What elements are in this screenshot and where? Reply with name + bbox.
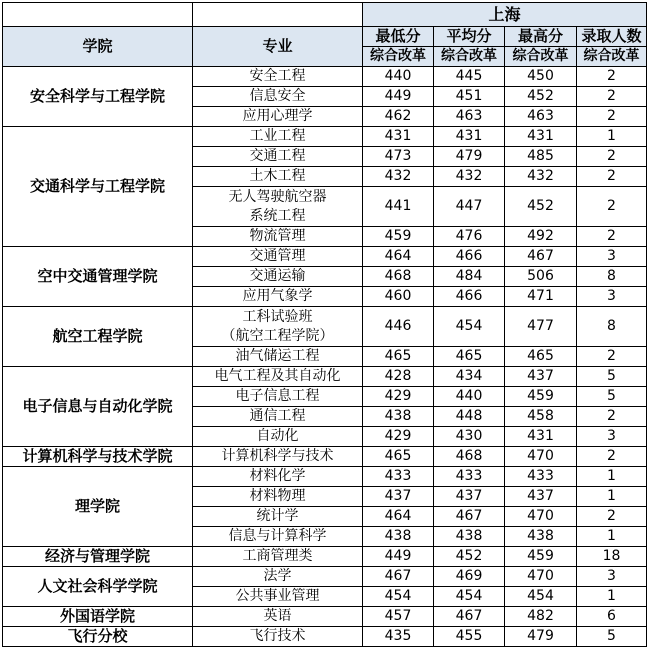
min-score: 446 [363,307,434,347]
avg-score: 437 [434,487,505,507]
min-score: 438 [363,407,434,427]
major-name: 工商管理类 [193,547,363,567]
max-score: 437 [505,367,577,387]
major-name: 交通管理 [193,247,363,267]
major-name: 工业工程 [193,127,363,147]
major-name: 法学 [193,567,363,587]
min-score: 465 [363,447,434,467]
table-row [3,307,647,347]
admit-count: 2 [577,67,647,87]
admit-count: 3 [577,427,647,447]
avg-score: 465 [434,347,505,367]
major-name-line: 无人驾驶航空器 [228,188,327,205]
major-name: 材料物理 [193,487,363,507]
max-score: 470 [505,447,577,467]
max-score: 459 [505,547,577,567]
min-score: 432 [363,167,434,187]
max-score: 431 [505,427,577,447]
table-row [3,127,647,147]
major-name: 土木工程 [193,167,363,187]
header-blank [3,3,193,27]
major-name: 材料化学 [193,467,363,487]
college-name: 外国语学院 [3,607,193,627]
avg-score: 447 [434,187,505,227]
admit-count: 2 [577,107,647,127]
min-score: 473 [363,147,434,167]
avg-score: 445 [434,67,505,87]
college-name: 航空工程学院 [3,307,193,367]
college-name: 理学院 [3,467,193,547]
avg-score: 454 [434,307,505,347]
avg-score: 467 [434,507,505,527]
header-blank [193,3,363,27]
max-score: 470 [505,507,577,527]
avg-score: 479 [434,147,505,167]
max-score: 506 [505,267,577,287]
avg-score: 438 [434,527,505,547]
max-score: 492 [505,227,577,247]
major-name [193,307,363,347]
admit-count: 1 [577,587,647,607]
min-score: 431 [363,127,434,147]
col-major: 专业 [193,27,363,67]
max-score: 432 [505,167,577,187]
table-row [3,467,647,487]
table-body [3,67,647,647]
major-name: 信息与计算科学 [193,527,363,547]
admit-count: 6 [577,607,647,627]
avg-score: 432 [434,167,505,187]
college-name: 经济与管理学院 [3,547,193,567]
min-score: 459 [363,227,434,247]
min-score: 435 [363,627,434,647]
min-score: 440 [363,67,434,87]
avg-score: 455 [434,627,505,647]
max-score: 431 [505,127,577,147]
min-score: 460 [363,287,434,307]
college-name: 计算机科学与技术学院 [3,447,193,467]
avg-score: 454 [434,587,505,607]
admit-count: 3 [577,287,647,307]
table-row [3,67,647,87]
max-score: 452 [505,87,577,107]
admit-count: 1 [577,527,647,547]
col-avg-score: 平均分 [434,27,505,47]
max-score: 467 [505,247,577,267]
major-name: 通信工程 [193,407,363,427]
min-score: 462 [363,107,434,127]
sub-header: 综合改革 [363,47,434,67]
col-college: 学院 [3,27,193,67]
table-row [3,367,647,387]
admit-count: 2 [577,347,647,367]
avg-score: 468 [434,447,505,467]
major-name: 油气储运工程 [193,347,363,367]
avg-score: 467 [434,607,505,627]
admit-count: 1 [577,467,647,487]
major-name: 物流管理 [193,227,363,247]
admit-count: 1 [577,127,647,147]
avg-score: 440 [434,387,505,407]
college-name: 空中交通管理学院 [3,247,193,307]
college-name: 电子信息与自动化学院 [3,367,193,447]
min-score: 438 [363,527,434,547]
avg-score: 431 [434,127,505,147]
major-name: 应用气象学 [193,287,363,307]
min-score: 457 [363,607,434,627]
avg-score: 451 [434,87,505,107]
max-score: 479 [505,627,577,647]
admit-count: 8 [577,267,647,287]
min-score: 464 [363,247,434,267]
avg-score: 434 [434,367,505,387]
avg-score: 476 [434,227,505,247]
admit-count: 2 [577,87,647,107]
max-score: 465 [505,347,577,367]
min-score: 433 [363,467,434,487]
table-row [3,447,647,467]
min-score: 437 [363,487,434,507]
admit-count: 2 [577,167,647,187]
max-score: 463 [505,107,577,127]
major-name: 计算机科学与技术 [193,447,363,467]
major-name [193,187,363,227]
avg-score: 430 [434,427,505,447]
college-name: 人文社会科学学院 [3,567,193,607]
min-score: 467 [363,567,434,587]
avg-score: 433 [434,467,505,487]
college-name: 交通科学与工程学院 [3,127,193,247]
max-score: 471 [505,287,577,307]
table-row [3,567,647,587]
max-score: 437 [505,487,577,507]
min-score: 468 [363,267,434,287]
min-score: 464 [363,507,434,527]
admit-count: 2 [577,147,647,167]
col-admit-count: 录取人数 [577,27,647,47]
avg-score: 463 [434,107,505,127]
college-name: 安全科学与工程学院 [3,67,193,127]
min-score: 449 [363,87,434,107]
max-score: 477 [505,307,577,347]
min-score: 454 [363,587,434,607]
min-score: 428 [363,367,434,387]
table-row [3,247,647,267]
region-title: 上海 [363,3,647,27]
sub-header: 综合改革 [505,47,577,67]
major-name-line: 工科试验班 [242,308,313,325]
min-score: 449 [363,547,434,567]
avg-score: 466 [434,247,505,267]
admit-count: 5 [577,367,647,387]
max-score: 482 [505,607,577,627]
admit-count: 1 [577,487,647,507]
admit-count: 3 [577,247,647,267]
admit-count: 5 [577,627,647,647]
min-score: 465 [363,347,434,367]
max-score: 433 [505,467,577,487]
major-name: 安全工程 [193,67,363,87]
col-min-score: 最低分 [363,27,434,47]
major-name: 自动化 [193,427,363,447]
admit-count: 2 [577,407,647,427]
table-row [3,627,647,647]
major-name: 英语 [193,607,363,627]
admit-count: 5 [577,387,647,407]
max-score: 458 [505,407,577,427]
college-name: 飞行分校 [3,627,193,647]
sub-header: 综合改革 [577,47,647,67]
max-score: 459 [505,387,577,407]
table-row [3,547,647,567]
admission-score-table [2,2,647,647]
max-score: 485 [505,147,577,167]
avg-score: 452 [434,547,505,567]
avg-score: 466 [434,287,505,307]
major-name: 统计学 [193,507,363,527]
major-name: 飞行技术 [193,627,363,647]
major-name: 电子信息工程 [193,387,363,407]
admit-count: 8 [577,307,647,347]
major-name: 交通工程 [193,147,363,167]
admit-count: 18 [577,547,647,567]
max-score: 454 [505,587,577,607]
major-name: 信息安全 [193,87,363,107]
avg-score: 484 [434,267,505,287]
max-score: 452 [505,187,577,227]
avg-score: 469 [434,567,505,587]
major-name-line: 系统工程 [249,207,306,224]
max-score: 438 [505,527,577,547]
admit-count: 2 [577,507,647,527]
max-score: 450 [505,67,577,87]
major-name: 电气工程及其自动化 [193,367,363,387]
sub-header: 综合改革 [434,47,505,67]
table-row [3,607,647,627]
min-score: 429 [363,387,434,407]
col-max-score: 最高分 [505,27,577,47]
major-name: 应用心理学 [193,107,363,127]
admit-count: 2 [577,187,647,227]
major-name-line: （航空工程学院） [221,327,334,344]
min-score: 429 [363,427,434,447]
avg-score: 448 [434,407,505,427]
admit-count: 2 [577,227,647,247]
admit-count: 2 [577,447,647,467]
major-name: 交通运输 [193,267,363,287]
min-score: 441 [363,187,434,227]
admit-count: 3 [577,567,647,587]
major-name: 公共事业管理 [193,587,363,607]
max-score: 470 [505,567,577,587]
